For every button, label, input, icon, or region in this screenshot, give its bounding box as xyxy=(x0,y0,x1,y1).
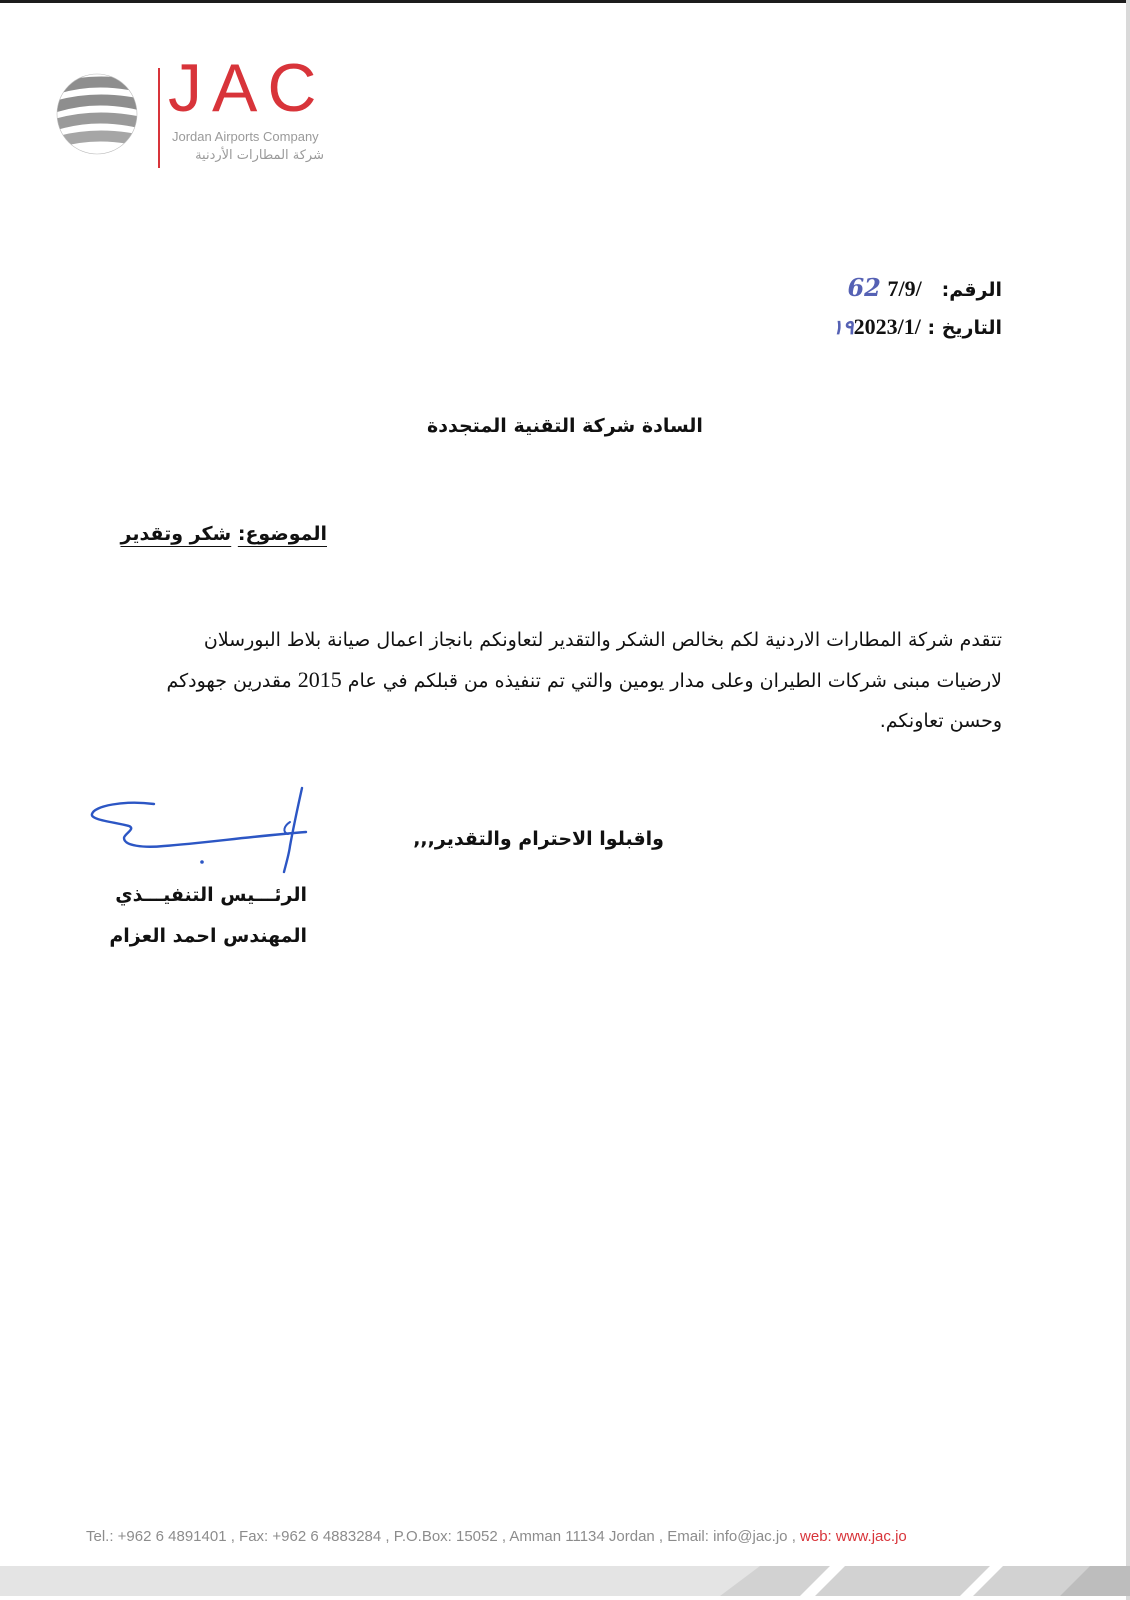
body-line-3: وحسن تعاونكم. xyxy=(879,710,1002,732)
subject-text: شكر وتقدير xyxy=(120,523,232,545)
logo-arabic-name: شركة المطارات الأردنية xyxy=(195,148,324,163)
reference-number xyxy=(847,273,1002,302)
recipient-text: السادة شركة التقنية المتجددة xyxy=(427,415,703,437)
reference-value: 7/9/ xyxy=(887,276,922,301)
scan-top-edge xyxy=(0,0,1130,3)
reference-handwritten: 62 xyxy=(847,273,881,302)
footer-contact-details: Tel.: +962 6 4891401 , Fax: +962 6 4883284 , P.O.Box: 15052 , Amman 11134 Jordan , Email: info@jac.jo , xyxy=(86,1528,801,1545)
date-label: التاريخ : xyxy=(927,317,1002,339)
logo-divider xyxy=(158,68,160,168)
reference-label: الرقم: xyxy=(941,279,1002,301)
signatory-name: المهندس احمد العزام xyxy=(109,925,307,947)
handwritten-signature xyxy=(84,786,324,876)
scan-right-edge xyxy=(1126,0,1130,1600)
date-line xyxy=(832,314,1002,340)
company-logo xyxy=(56,50,336,174)
date-handwritten-day: ١٩ xyxy=(832,315,854,339)
footer-website: web: www.jac.jo xyxy=(800,1528,907,1545)
logo-english-name: Jordan Airports Company xyxy=(172,129,319,144)
closing-line: واقبلوا الاحترام والتقدير,,, xyxy=(413,828,664,850)
footer-contact xyxy=(86,1528,1126,1545)
body-line-2 xyxy=(132,660,1002,701)
signatory-title: الرئـــيس التنفيـــذي xyxy=(115,884,307,906)
footer-band xyxy=(0,1566,1130,1596)
body-year: 2015 xyxy=(297,667,342,692)
body-line-2-start: لارضيات مبنى شركات الطيران وعلى مدار يومين والتي تم تنفيذه من قبلكم في عام xyxy=(347,670,1002,692)
body-line-2-end: مقدرين جهودكم xyxy=(166,670,292,692)
date-value: 2023/1/ xyxy=(853,314,921,339)
logo-wordmark: JAC xyxy=(168,50,327,126)
body-line-1: تتقدم شركة المطارات الاردنية لكم بخالص الشكر والتقدير لتعاونكم بانجاز اعمال صيانة بلاط البورسلان xyxy=(203,629,1002,651)
recipient xyxy=(0,415,1130,437)
letter-body xyxy=(132,620,1002,741)
globe-stripes-icon xyxy=(56,72,138,156)
subject-line xyxy=(121,523,328,545)
subject-label: الموضوع: xyxy=(237,523,327,545)
